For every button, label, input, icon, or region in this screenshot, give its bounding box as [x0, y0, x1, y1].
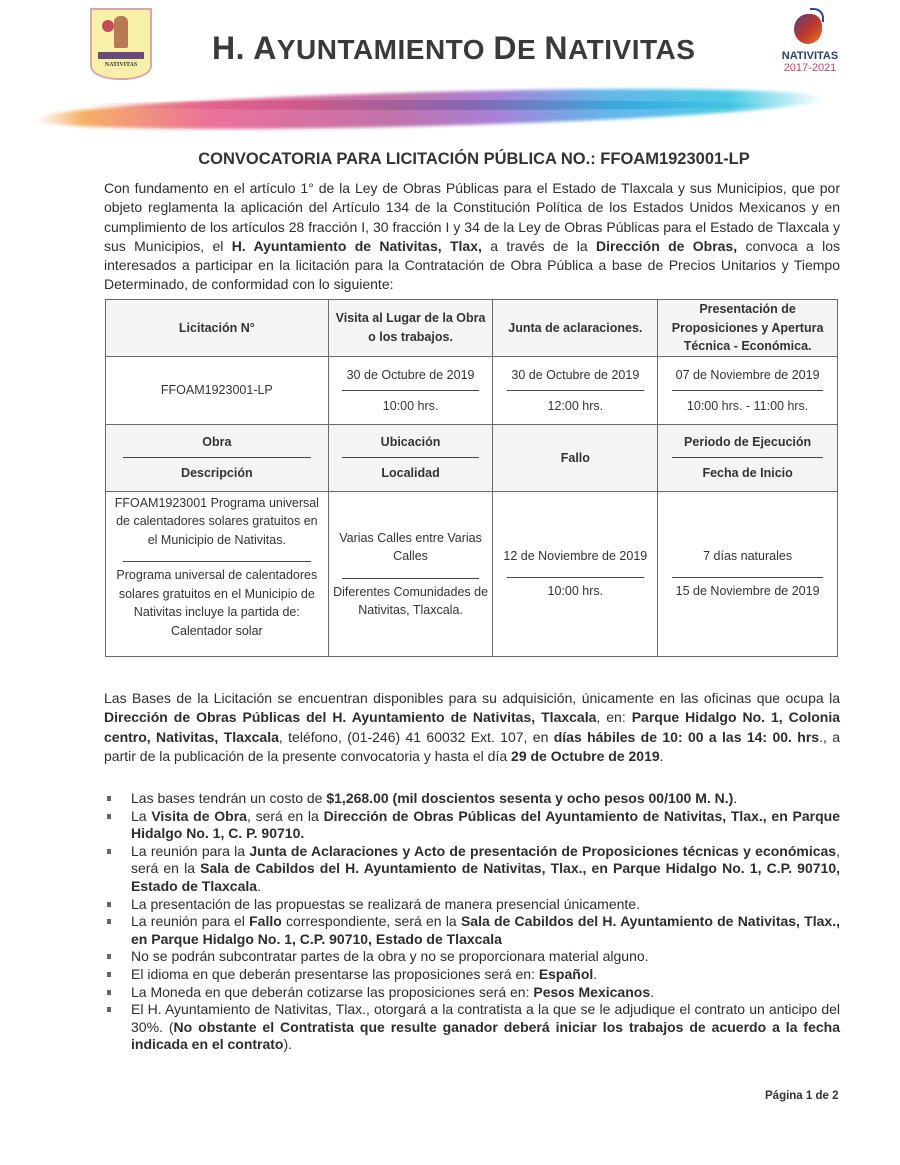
bird-crest-icon	[810, 8, 824, 22]
letterhead	[0, 0, 900, 140]
licitacion-number: FFOAM1923001-LP	[106, 356, 329, 424]
bullet-icon	[107, 902, 111, 907]
junta-cell	[493, 356, 658, 424]
visita-date: 30 de Octubre de 2019	[346, 367, 475, 382]
list-item: La Visita de Obra, será en la Dirección de Obras Públicas del Ayuntamiento de Nativitas, Tlax., en Parque Hidalgo No. 1, C. P. 90710.	[104, 808, 840, 843]
divider	[672, 457, 822, 458]
bullet-icon	[107, 990, 111, 995]
crest-label: NATIVITAS	[104, 62, 138, 68]
logo-period: 2017-2021	[783, 62, 837, 74]
header-obra: Obra	[202, 435, 232, 449]
bullet-icon	[107, 972, 111, 977]
header-ubicacion: Ubicación	[380, 435, 441, 449]
crest-band	[98, 52, 144, 59]
table-header-row-2	[106, 424, 838, 491]
page-number: Página 1 de 2	[765, 1090, 839, 1102]
bullet-icon	[107, 814, 111, 819]
crest-figure-icon	[114, 16, 128, 48]
list-item: El H. Ayuntamiento de Nativitas, Tlax., otorgará a la contratista a la que se le adjudique el contrato un anticipo del 30%. (No obstante el Contratista que resulte ganador deberá iniciar los trabajos de acuerdo a la fecha indicada en el contrato).	[104, 1001, 840, 1054]
list-item: No se podrán subcontratar partes de la obra y no se proporcionara material alguno.	[104, 948, 840, 966]
decorative-swoosh-highlight	[80, 100, 780, 110]
divider	[342, 457, 479, 458]
header-localidad: Localidad	[381, 466, 440, 480]
fallo-date: 12 de Noviembre de 2019	[503, 548, 648, 563]
list-item: La presentación de las propuestas se realizará de manera presencial únicamente.	[104, 896, 840, 914]
tender-schedule-table	[105, 299, 838, 657]
bases-paragraph: Las Bases de la Licitación se encuentran disponibles para su adquisición, únicamente en las oficinas que ocupa la Dirección de Obras Públicas del H. Ayuntamiento de Nativitas, Tlaxcala, en: Parque Hidalgo No. 1, Colonia centro, Nativitas, Tlaxcala, teléfono, (01-246) 41 60032 Ext. 107, en días hábiles de 10: 00 a las 14: 00. hrs., a partir de la publicación de la presente convocatoria y hasta el día 29 de Octubre de 2019.	[104, 690, 840, 764]
descripcion-text: Programa universal de calentadores solares gratuitos en el Municipio de Nativitas incluye la partida de: Calentador solar	[116, 568, 318, 638]
divider	[123, 457, 311, 458]
header-licitacion: Licitación N°	[106, 300, 329, 357]
header-obra-descripcion	[106, 424, 329, 491]
letterhead-title: H. AYUNTAMIENTO DE NATIVITAS	[212, 30, 696, 66]
fecha-inicio-text: 15 de Noviembre de 2019	[675, 584, 820, 598]
fallo-time: 10:00 hrs.	[547, 584, 604, 598]
crest-flower-icon	[102, 20, 114, 32]
table-row	[106, 491, 838, 656]
header-periodo-fecha	[658, 424, 838, 491]
periodo-text: 7 días naturales	[703, 548, 793, 563]
fallo-cell	[493, 491, 658, 656]
presentacion-cell	[658, 356, 838, 424]
visita-cell	[328, 356, 493, 424]
administration-logo	[780, 6, 840, 76]
bullet-icon	[107, 954, 111, 959]
obra-text: FFOAM1923001 Programa universal de calentadores solares gratuitos en el Municipio de Nativitas.	[114, 495, 319, 547]
header-fallo: Fallo	[493, 424, 658, 491]
bullet-icon	[107, 1007, 111, 1012]
ubicacion-localidad-cell	[328, 491, 493, 656]
document-title: CONVOCATORIA PARA LICITACIÓN PÚBLICA NO.: FFOAM1923001-LP	[198, 150, 750, 168]
list-item: El idioma en que deberán presentarse las proposiciones será en: Español.	[104, 966, 840, 984]
presentacion-date: 07 de Noviembre de 2019	[675, 367, 820, 382]
intro-paragraph: Con fundamento en el artículo 1° de la Ley de Obras Públicas para el Estado de Tlaxcala y sus Municipios, que por objeto reglamenta la aplicación del Artículo 134 de la Constitución Política de los Estados Unidos Mexicanos y en cumplimiento de los artículos 28 fracción I, 30 fracción I y 34 de la Ley de Obras Públicas para el Estado de Tlaxcala y sus Municipios, el H. Ayuntamiento de Nativitas, Tlax, a través de la Dirección de Obras, convoca a los interesados a participar en la licitación para la Contratación de Obra Pública a base de Precios Unitarios y Tiempo Determinado, de conformidad con lo siguiente:	[104, 180, 840, 293]
header-periodo: Periodo de Ejecución	[684, 435, 812, 449]
municipal-crest-logo	[90, 8, 152, 80]
junta-date: 30 de Octubre de 2019	[511, 367, 640, 382]
obra-descripcion-cell	[106, 491, 329, 656]
header-fecha-inicio: Fecha de Inicio	[702, 466, 793, 480]
divider	[342, 390, 479, 391]
visita-time: 10:00 hrs.	[382, 398, 439, 413]
header-junta: Junta de aclaraciones.	[493, 300, 658, 357]
table-header-row	[106, 300, 838, 357]
periodo-fecha-cell	[658, 491, 838, 656]
header-visita: Visita al Lugar de la Obra o los trabajos.	[328, 300, 493, 357]
conditions-list	[104, 790, 840, 1054]
localidad-text: Diferentes Comunidades de Nativitas, Tlaxcala.	[333, 584, 489, 617]
presentacion-time: 10:00 hrs. - 11:00 hrs.	[686, 398, 809, 413]
list-item: Las bases tendrán un costo de $1,268.00 (mil doscientos sesenta y ocho pesos 00/100 M. N.).	[104, 790, 840, 808]
divider	[672, 577, 822, 578]
bullet-icon	[107, 919, 111, 924]
table-row	[106, 356, 838, 424]
divider	[672, 390, 822, 391]
list-item: La reunión para el Fallo correspondiente, será en la Sala de Cabildos del H. Ayuntamiento de Nativitas, Tlax., en Parque Hidalgo No. 1, C.P. 90710, Estado de Tlaxcala	[104, 913, 840, 948]
header-ubicacion-localidad	[328, 424, 493, 491]
bullet-icon	[107, 849, 111, 854]
header-descripcion: Descripción	[181, 466, 253, 480]
header-presentacion: Presentación de Proposiciones y Apertura Técnica - Económica.	[658, 300, 838, 357]
divider	[123, 561, 311, 562]
ubicacion-text: Varias Calles entre Varias Calles	[339, 530, 482, 563]
junta-time: 12:00 hrs.	[547, 398, 604, 413]
divider	[507, 390, 644, 391]
logo-name: NATIVITAS	[781, 50, 839, 62]
bullet-icon	[107, 796, 111, 801]
list-item: La reunión para la Junta de Aclaraciones y Acto de presentación de Proposiciones técnicas y económicas, será en la Sala de Cabildos del H. Ayuntamiento de Nativitas, Tlax., en Parque Hidalgo No. 1, C.P. 90710, Estado de Tlaxcala.	[104, 843, 840, 896]
divider	[342, 578, 479, 579]
divider	[507, 577, 644, 578]
list-item: La Moneda en que deberán cotizarse las proposiciones será en: Pesos Mexicanos.	[104, 984, 840, 1002]
